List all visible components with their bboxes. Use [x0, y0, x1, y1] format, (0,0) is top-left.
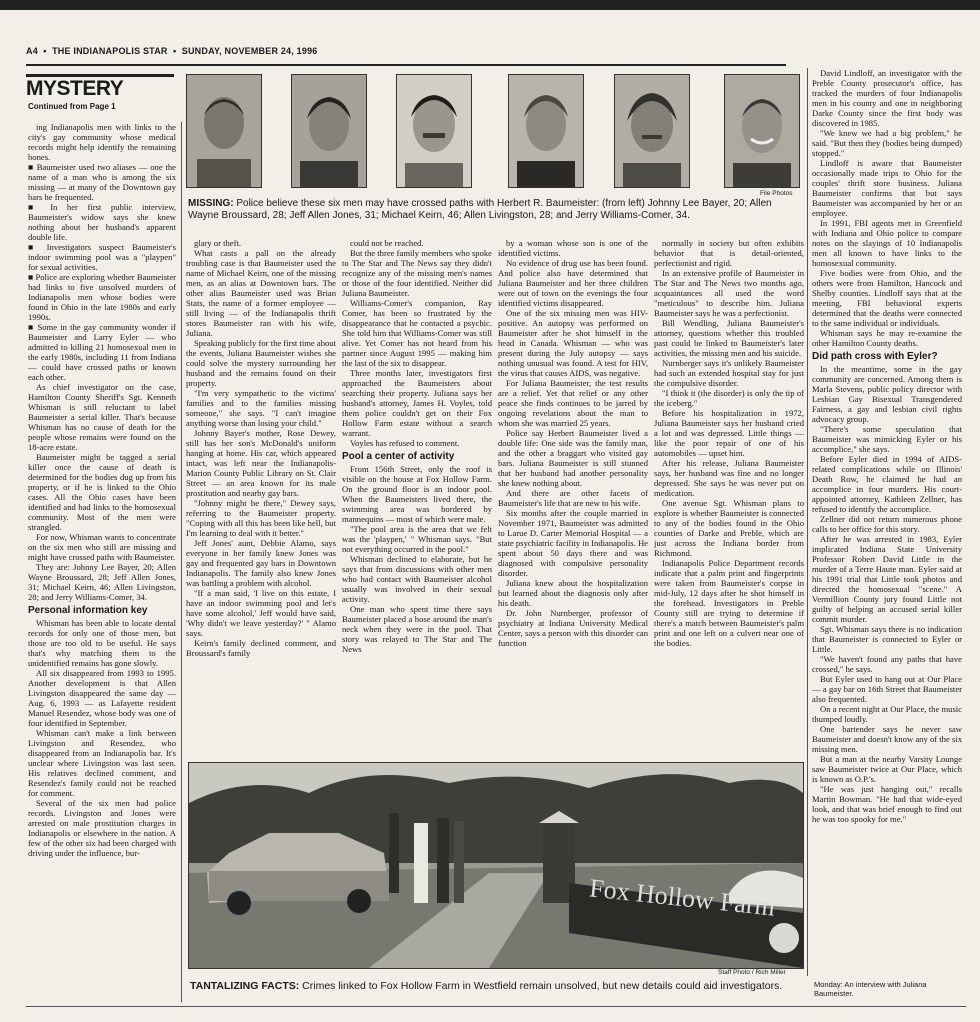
portrait-photo — [724, 74, 800, 188]
article-paragraph: by a woman whose son is one of the identified victims. — [498, 238, 648, 258]
article-paragraph: "There's some speculation that Baumeister was mimicking Eyler or his accomplice," she says. — [812, 424, 962, 454]
article-paragraph: One avenue Sgt. Whisman plans to explore is whether Baumeister is connected to any of the bodies found in the Ohio counties of Darke and Preble, which are just across the Indiana border from Richmond. — [654, 498, 804, 558]
article-paragraph: ■ Investigators suspect Baumeister's indoor swimming pool was a "playpen" for sexual activities. — [28, 242, 176, 272]
article-paragraph: Keirn's family declined comment, and Broussard's family — [186, 638, 336, 658]
article-paragraph: Police say Herbert Baumeister lived a double life: One side was the family man, and the other a braggart who visited gay bars. Juliana Baumeister is still stunned that her husband had another personality she knew nothing about. — [498, 428, 648, 488]
portrait-photo — [186, 74, 262, 188]
page-date: SUNDAY, NOVEMBER 24, 1996 — [181, 46, 318, 56]
column-2 — [186, 238, 336, 758]
article-paragraph: "We haven't found any paths that have crossed," he says. — [812, 654, 962, 674]
article-paragraph: ing Indianapolis men with links to the city's gay community whose medical records might help identify the remaining bones. — [28, 122, 176, 162]
article-paragraph: No evidence of drug use has been found. And police also have determined that Juliana Baumeister and her three children were out of town on the evenings the four identified victims disappeared. — [498, 258, 648, 308]
article-paragraph: Zellner did not return numerous phone calls to her office for this story. — [812, 514, 962, 534]
column-6 — [812, 68, 962, 976]
top-border — [0, 0, 980, 10]
continued-line: Continued from Page 1 — [28, 102, 116, 111]
caption2-lead: TANTALIZING FACTS: — [190, 980, 300, 992]
paper-name: THE INDIANAPOLIS STAR — [52, 46, 168, 56]
article-paragraph: Indianapolis Police Department records indicate that a palm print and fingerprints were taken from Baumeister's corpse in mid-July, 12 days after he shot himself in the forehead. Investigators in Preble County still are trying to determine if there's a match between Baumeister's palm print and one left on a culvert near one of the bodies. — [654, 558, 804, 648]
article-paragraph: ■ Police are exploring whether Baumeister had links to five unsolved murders of Indianapolis men whose bodies were found in Ohio in the late 1980s and early 1990s. — [28, 272, 176, 322]
column-3 — [342, 238, 492, 758]
article-paragraph: Williams-Comer's companion, Ray Comer, has been so frustrated by the disappearance that he contacted a psychic. She told him that Williams-Comer was still alive. Yet Comer has not heard from his partner since August 1995 — making him the last of the six to disappear. — [342, 298, 492, 368]
article-paragraph: Five bodies were from Ohio, and the others were from Hamilton, Hancock and Shelby counties. Lindloff says that at the meeting, FBI behavioral experts determined that the deaths were connected to the same individual or individuals. — [812, 268, 962, 328]
article-paragraph: "The pool area is the area that we felt was the 'playpen,' " Whisman says. "But not everything occurred in the pool." — [342, 524, 492, 554]
article-paragraph: For Juliana Baumeister, the test results are a relief. Yet that relief or any other peace she finds continues to be jarred by ongoing revelations about the man to whom she was married 25 years. — [498, 378, 648, 428]
article-paragraph: Juliana knew about the hospitalization but learned about the diagnosis only after his death. — [498, 578, 648, 608]
article-paragraph: One of the six missing men was HIV-positive. An autopsy was performed on Baumeister after he shot himself in the head in Canada. Whisman — who was present during the July autopsy — says nothing unusual was found. A test for HIV, the virus that causes AIDS, was negative. — [498, 308, 648, 378]
portrait-photo — [508, 74, 584, 188]
fox-hollow-photo — [188, 762, 804, 969]
photo-credit: Staff Photo / Rich Miller — [718, 969, 786, 976]
article-paragraph: ■ In her first public interview, Baumeister's widow says she knew nothing about her husband's apparent double life. — [28, 202, 176, 242]
article-paragraph: normally in society but often exhibits behavior that is detail-oriented, perfectionist and rigid. — [654, 238, 804, 268]
article-paragraph: But the three family members who spoke to The Star and The News say they didn't recognize any of the missing men's names or those of the four identified. Neither did Juliana Baumeister. — [342, 248, 492, 298]
article-paragraph: "I'm very sympathetic to the victims' families and to the families missing someone," she says. "I can't imagine anything worse than losing your child." — [186, 388, 336, 428]
column-2-paragraphs — [186, 238, 336, 658]
article-paragraph: Baumeister might be tagged a serial killer once the cause of death is determined for the bodies dug up from his property, or if he is linked to the Ohio cases. All the Ohio cases have been identified and had links to the homosexual community. Most of the men were strangled. — [28, 452, 176, 532]
article-paragraph: They are: Johnny Lee Bayer, 20; Allen Wayne Broussard, 28; Jeff Allen Jones, 31; Michael Keirn, 46; Allen Livingston, 28; and Jerry Williams-Comer, 34. — [28, 562, 176, 602]
article-paragraph: Nurnberger says it's unlikely Baumeister had such an extended hospital stay for just the compulsive disorder. — [654, 358, 804, 388]
page-number: A4 — [26, 46, 38, 56]
article-paragraph: ■ Baumeister used two aliases — one the name of a man who is among the six missing — at many of the Downtown gay bars he frequented. — [28, 162, 176, 202]
portrait-photo — [396, 74, 472, 188]
article-paragraph: After his release, Juliana Baumeister says, her husband was fine and no longer depressed. She says he was never put on medication. — [654, 458, 804, 498]
article-paragraph: In 1991, FBI agents met in Greenfield with Indiana and Ohio police to compare notes on the slayings of 10 Indianapolis men all known to have links to the homosexual community. — [812, 218, 962, 268]
column-1b-paragraphs — [28, 618, 176, 858]
article-paragraph: David Lindloff, an investigator with the Preble County prosecutor's office, has tracked the murders of four Indianapolis men in his county and one in neighboring Darke County since the first body was discovered in 1985. — [812, 68, 962, 128]
article-paragraph: One man who spent time there says Baumeister placed a hose around the man's neck when they were in the pool. That story was relayed to The Star and The News — [342, 604, 492, 654]
header-rule — [26, 64, 786, 66]
article-paragraph: "Johnny might be there," Dewey says, referring to the Baumeister property. "Coping with all this has been like hell, but I'm learning to deal with it better." — [186, 498, 336, 538]
article-paragraph: From 156th Street, only the roof is visible on the house at Fox Hollow Farm. On the ground floor is an indoor pool. When the Baumeisters lived there, the swimming area was bordered by mannequins — most of which were male. — [342, 464, 492, 524]
column-5 — [654, 238, 804, 758]
photo-caption — [190, 980, 800, 992]
article-paragraph: On a recent night at Our Place, the music thumped loudly. — [812, 704, 962, 724]
article-paragraph: Whisman can't make a link between Livingston and Resendez, who disappeared from an Indianapolis bar. It's unclear where Livingston was last seen. His relatives declined comment, and Resendez's family could not be reached for comment. — [28, 728, 176, 798]
bottom-rule — [26, 1006, 966, 1007]
column-divider — [807, 68, 808, 976]
article-paragraph: And there are other facets of Baumeister's life that are new to his wife. — [498, 488, 648, 508]
subhead-personal-info: Personal information key — [28, 605, 148, 616]
footnote: Monday: An interview with Juliana Baumeister. — [814, 980, 927, 998]
column-5-paragraphs — [654, 238, 804, 648]
portraits-credit: File Photos — [760, 190, 793, 197]
column-3-paragraphs — [342, 238, 492, 448]
article-paragraph: Dr. John Nurnberger, professor of psychiatry at Indiana University Medical Center, says a person with this disorder can function — [498, 608, 648, 648]
article-paragraph: "If a man said, 'I live on this estate, I have an indoor swimming pool and let's have some alcohol,' Jeff would have said, 'Why didn't we leave yesterday?' " Alamo says. — [186, 588, 336, 638]
article-paragraph: "I think it (the disorder) is only the tip of the iceberg." — [654, 388, 804, 408]
column-1-paragraphs — [28, 122, 176, 602]
article-paragraph: Voyles has refused to comment. — [350, 438, 460, 448]
column-divider — [181, 122, 182, 1002]
article-paragraph: One bartender says he never saw Baumeister and doesn't know any of the six missing men. — [812, 724, 962, 754]
article-paragraph: Three months later, investigators first approached the Baumeisters about searching their property. Juliana says her husband's attorney, James H. Voyles, told them police couldn't get on their Fox Hollow Farm estate without a search warrant. — [342, 368, 492, 438]
article-paragraph: In an extensive profile of Baumeister in The Star and The News two months ago, acquaintances all used the word "meticulous" to describe him. Juliana Baumeister says he was a perfectionist. — [654, 268, 804, 318]
portrait-photo — [614, 74, 690, 188]
article-paragraph: Jeff Jones' aunt, Debbie Alamo, says everyone in her family knew Jones was gay and frequented gay bars in Downtown Indianapolis. The family also knew Jones was battling a problem with alcohol. — [186, 538, 336, 588]
article-paragraph: Speaking publicly for the first time about the events, Juliana Baumeister wishes she could solve the mystery surrounding her husband and the remains found on their property. — [186, 338, 336, 388]
article-paragraph: What casts a pall on the already troubling case is that Baumeister used the name of Michael Keirn, one of the missing men, as an alias at Downtown bars. The other alias Baumeister used was Brian Stats, the name of a former employee — still living — of the Indianapolis thrift stores Baumeister ran with his wife, Juliana. — [186, 248, 336, 338]
column-4 — [498, 238, 648, 758]
article-paragraph: As chief investigator on the case, Hamilton County Sheriff's Sgt. Kenneth Whisman is still reluctant to label Baumeister a serial killer. That's because Whisman has no cause of death for the people whose remains were found on the 18-acre estate. — [28, 382, 176, 452]
article-paragraph: In the meantime, some in the gay community are concerned. Among them is Marla Stevens, public policy director with Lesbian Gay Bisexual Transgendered Fairness, a gay and lesbian civil rights advocacy group. — [812, 364, 962, 424]
article-paragraph: Before Eyler died in 1994 of AIDS-related complications while on Illinois' Death Row, he claimed he had an accomplice in four murders. His court-appointed attorney, Kathleen Zellner, has refused to identify the accomplice. — [812, 454, 962, 514]
caption-text: Police believe these six men may have crossed paths with Herbert R. Baumeister: (from left) Johnny Lee Bayer, 20; Allen Wayne Broussard, 28; Jeff Allen Jones, 31; Michael Keirn, 46; Allen Livingston, 28; and Jerry Williams-Comer, 34. — [188, 198, 772, 221]
column-6b-paragraphs — [812, 364, 962, 824]
portrait-strip — [186, 74, 798, 186]
subhead-pool: Pool a center of activity — [342, 451, 455, 462]
article-paragraph: Whisman says he may re-examine the other Hamilton County deaths. — [812, 328, 962, 348]
article-paragraph: Johnny Bayer's mother, Rose Dewey, still has her son's McDonald's uniform hanging at home. His car, which appeared intact, was left near the Indianapolis-Marion County Public Library on St. Clair Street — an area known for its male prostitution and nearby gay bars. — [186, 428, 336, 498]
subhead-eyler: Did path cross with Eyler? — [812, 351, 938, 362]
missing-caption — [188, 198, 800, 222]
column-3b-paragraphs — [342, 464, 492, 654]
column-1 — [28, 122, 176, 1002]
article-paragraph: Lindloff is aware that Baumeister occasionally made trips to Ohio for the couples' thrift store business. Juliana Baumeister confirms that but says Baumeister was accompanied by her or an employee. — [812, 158, 962, 218]
article-paragraph: ■ Some in the gay community wonder if Baumeister and Larry Eyler — who admitted to killing 21 homosexual men in the early 1980s, including 11 from Indiana — could have crossed paths or known each other. — [28, 322, 176, 382]
fox-hollow-sign: Fox Hollow Farm — [588, 873, 777, 922]
caption2-text: Crimes linked to Fox Hollow Farm in Westfield remain unsolved, but new details could aid investigators. — [299, 980, 783, 992]
article-paragraph: Whisman declined to elaborate, but he says that from discussions with other men who had contact with Baumeister alcohol usually was involved in their sexual activity. — [342, 554, 492, 604]
article-paragraph: Several of the six men had police records. Livingston and Jones were arrested on male prostitution charges in Indianapolis or elsewhere in the nation. A few of the other six had been charged with driving under the influence, bur- — [28, 798, 176, 858]
caption-lead: MISSING: — [188, 198, 234, 209]
story-kicker: MYSTERY — [26, 77, 124, 100]
portrait-photo — [291, 74, 367, 188]
article-paragraph: For now, Whisman wants to concentrate on the six men who still are missing and might have crossed paths with Baumeister. — [28, 532, 176, 562]
article-paragraph: All six disappeared from 1993 to 1995. Another development is that Allen Livingston disappeared the same day — Aug. 6, 1993 — as Lafayette resident Manuel Resendez, whose body was one of four identified in September. — [28, 668, 176, 728]
article-paragraph: Bill Wendling, Juliana Baumeister's attorney, questions whether this troubled past could be linked to Baumeister's later activities, the missing men and his suicide. — [654, 318, 804, 358]
page-header: A4 • THE INDIANAPOLIS STAR • SUNDAY, NOVEMBER 24, 1996 — [26, 46, 318, 56]
article-paragraph: Whisman has been able to locate dental records for only one of those men, but those are too old to be useful. He says that's why matching them to the unidentified remains has gone slowly. — [28, 618, 176, 668]
article-paragraph: Sgt. Whisman says there is no indication that Baumeister is connected to Eyler or Little. — [812, 624, 962, 654]
article-paragraph: Before his hospitalization in 1972, Juliana Baumeister says her husband cried a lot and was depressed. Little things — like the poor repair of one of his automobiles — upset him. — [654, 408, 804, 458]
article-paragraph: After he was arrested in 1983, Eyler implicated Indiana State University Professor Robert David Little in the murder of a Terre Haute man. Eyler said at his 1991 trial that Little took photos and directed the homosexual "scene." A Vermillion County jury found Little not guilty of helping an accused serial killer commit murder. — [812, 534, 962, 624]
article-paragraph: glary or theft. — [194, 238, 242, 248]
column-6-paragraphs — [812, 68, 962, 348]
article-paragraph: But a man at the nearby Varsity Lounge saw Baumeister twice at Our Place, which is known as O.P.'s. — [812, 754, 962, 784]
article-paragraph: "We knew we had a big problem," he said. "But then they (bodies being dumped) stopped." — [812, 128, 962, 158]
article-paragraph: "He was just hanging out," recalls Martin Bowman. "He had that wide-eyed look, and that was brief enough to find out he was too spooky for me." — [812, 784, 962, 824]
article-paragraph: Six months after the couple married in November 1971, Baumeister was admitted to Larue D. Carter Memorial Hospital — a state psychiatric facility in Indianapolis. He spent about 50 days there and was diagnosed with compulsive personality disorder. — [498, 508, 648, 578]
article-paragraph: could not be reached. — [350, 238, 424, 248]
article-paragraph: But Eyler used to hang out at Our Place — a gay bar on 16th Street that Baumeister also frequented. — [812, 674, 962, 704]
column-4-paragraphs — [498, 238, 648, 648]
